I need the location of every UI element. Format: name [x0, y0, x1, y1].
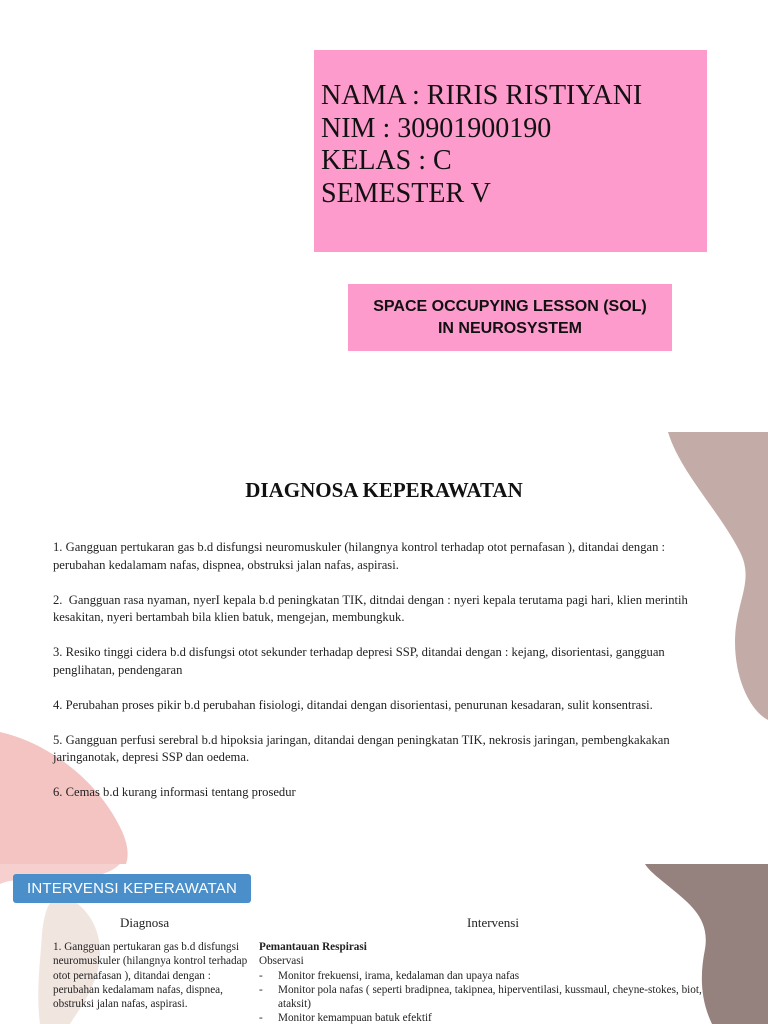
- column-header-intervensi: Intervensi: [467, 915, 519, 930]
- student-identity-box: [314, 50, 707, 252]
- diagnosa-cell: 1. Gangguan pertukaran gas b.d disfungsi neuromuskuler (hilangnya kontrol terhadap otot pernafasan ), ditandai dengan : perubahan kedalamam nafas, dispnea, obstruksi jalan nafas, aspirasi.: [53, 941, 248, 1011]
- intervensi-cell: [259, 940, 709, 1024]
- student-nim: NIM : 30901900190: [321, 112, 552, 144]
- student-name: NAMA : RIRIS RISTIYANI: [321, 80, 643, 111]
- diagnosis-item-1: 1. Gangguan pertukaran gas b.d disfungsi neuromuskuler (hilangnya kontrol terhadap otot pernafasan ), ditandai dengan : perubahan kedalamam nafas, dispnea, obstruksi jalan nafas, aspirasi.: [53, 540, 669, 572]
- diagnosis-item-3: 3. Resiko tinggi cidera b.d disfungsi otot sekunder terhadap depresi SSP, ditandai dengan : kejang, disorientasi, gangguan penglihatan, pendengaran: [53, 645, 668, 677]
- diagnosis-item-2: 2. Gangguan rasa nyaman, nyerI kepala b.d peningkatan TIK, ditndai dengan : nyeri kepala terutama pagi hari, klien merintih kesakitan, nyeri bertambah bila klien batuk, mengejan, membungkuk.: [53, 592, 691, 624]
- diagnosis-slide: [0, 432, 768, 864]
- intervensi-list: [259, 969, 709, 1024]
- column-header-diagnosa: Diagnosa: [120, 915, 170, 930]
- diagnosis-list: [53, 539, 703, 819]
- intervensi-heading: Pemantauan Respirasi: [259, 941, 367, 953]
- intervensi-item-1: - Monitor frekuensi, irama, kedalaman dan upaya nafas: [259, 969, 709, 983]
- slide-title: DIAGNOSA KEPERAWATAN: [245, 478, 523, 502]
- title-slide: [0, 0, 768, 432]
- intervention-badge: INTERVENSI KEPERAWATAN: [13, 874, 251, 903]
- diagnosis-item-4: 4. Perubahan proses pikir b.d perubahan fisiologi, ditandai dengan disorientasi, penurunan kesadaran, sulit konsentrasi.: [53, 697, 653, 712]
- intervensi-item-3: - Monitor kemampuan batuk efektif: [259, 1011, 709, 1024]
- intervensi-subheading: Observasi: [259, 955, 304, 968]
- topic-line-1: SPACE OCCUPYING LESSON (SOL): [373, 297, 647, 315]
- topic-box: [348, 284, 672, 351]
- diagnosis-item-6: 6. Cemas b.d kurang informasi tentang prosedur: [53, 785, 296, 799]
- student-semester: SEMESTER V: [321, 177, 491, 209]
- diagnosis-item-5: 5. Gangguan perfusi serebral b.d hipoksia jaringan, ditandai dengan peningkatan TIK, nekrosis jaringan, pembengkakakan jaringanotak, depresi SSP dan oedema.: [53, 732, 673, 764]
- topic-line-2: IN NEUROSYSTEM: [437, 319, 582, 337]
- intervensi-item-2: - Monitor pola nafas ( seperti bradipnea, takipnea, hiperventilasi, kussmaul, cheyne-stokes, biot, ataksit): [259, 983, 709, 1012]
- student-class: KELAS : C: [321, 145, 452, 176]
- intervention-slide: [0, 864, 768, 1024]
